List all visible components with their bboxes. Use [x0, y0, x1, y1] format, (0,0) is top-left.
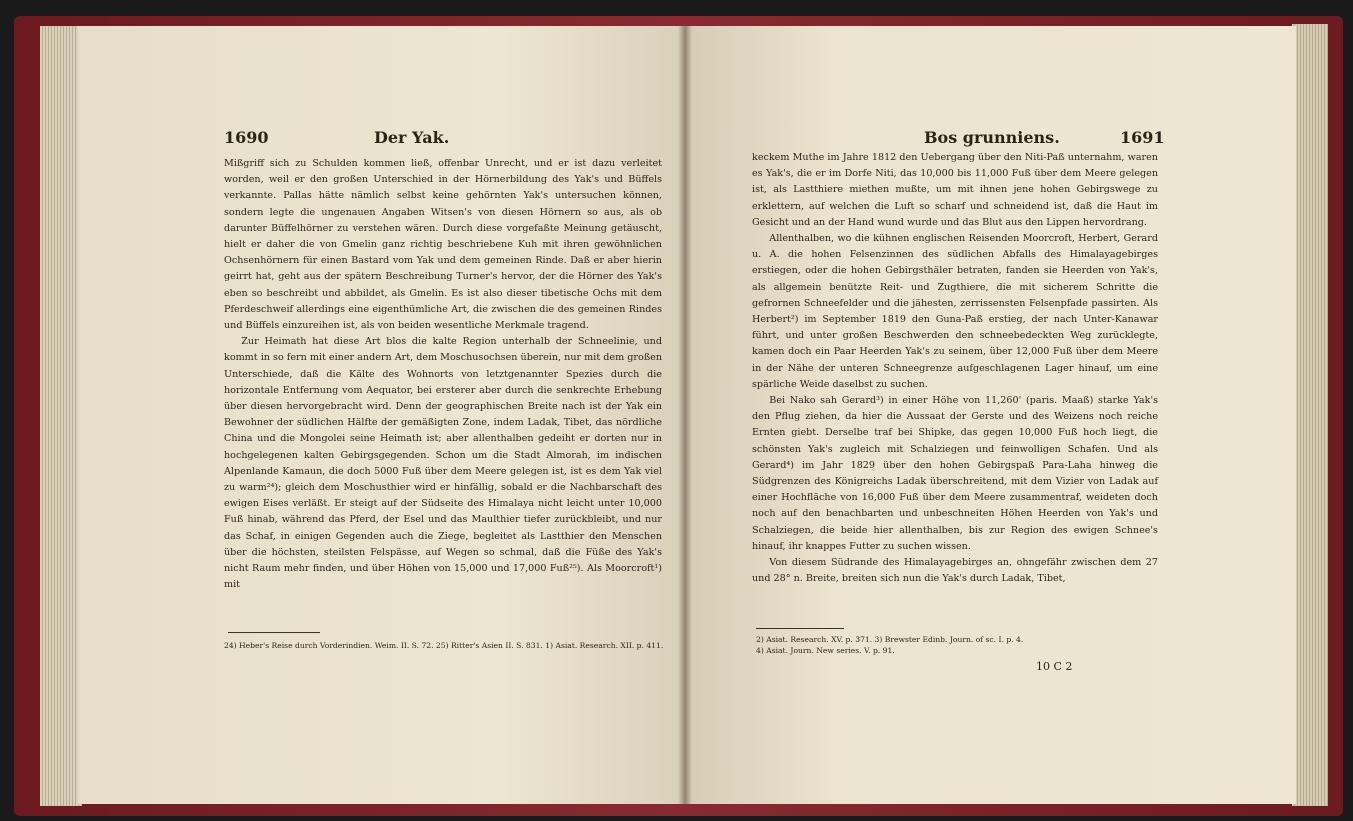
- left-footnote-1: 24) Heber's Reise durch Vorderindien. Weim. II. S. 72. 25) Ritter's Asien II. S. 831. 1) Asiat. Research. XII. p. 411.: [224, 641, 664, 650]
- right-paragraph-3: Bei Nako sah Gerard³) in einer Höhe von 11,260' (paris. Maaß) starke Yak's den Pflug ziehen, da hier die Aussaat der Gerste und des Weizens noch reiche Ernten giebt. Derselbe traf bei Shipke, das gegen 10,000 Fuß hoch liegt, die schönsten Yak's zugleich mit Schalziegen und feinwolligen Schafen. Und als Gerard⁴) im Jahr 1829 über den hohen Gebirgspaß Para-Laha hinweg die Südgrenzen des Königreichs Ladak überschreitend, mit dem Vizier von Ladak auf einer Hochfläche von 16,000 Fuß über dem Meere zusammentraf, weideten doch noch auf den benachbarten und unbeschneiten Höhen Heerden von Yak's und Schalziegen, die beide hier allenthalben, bis zur Region des ewigen Schnee's hinauf, ihr knappes Futter zu suchen wissen.: [752, 395, 1158, 552]
- left-footnote-rule: [228, 632, 320, 633]
- signature-mark: 10 C 2: [1036, 660, 1073, 673]
- left-footnotes: [224, 640, 664, 651]
- book-gutter: [678, 26, 692, 804]
- right-running-title: Bos grunniens.: [924, 128, 1060, 147]
- right-page-edges: [1292, 24, 1328, 806]
- left-page-number: 1690: [224, 128, 269, 147]
- right-paragraph-4: Von diesem Südrande des Himalayagebirges an, ohngefähr zwischen dem 27 und 28° n. Breite, breiten sich nun die Yak's durch Ladak, Tibet,: [752, 557, 1158, 585]
- right-body-text: [752, 150, 1158, 587]
- right-footnote-rule: [756, 628, 844, 629]
- left-paragraph-1: Mißgriff sich zu Schulden kommen ließ, offenbar Unrecht, und er ist dazu verleitet worden, weil er den großen Unterschied in der Hörnerbildung des Yak's und Büffels verkannte. Pallas hätte nämlich selbst keine gehörnten Yak's untersuchen können, sondern legte die ungenauen Angaben Witsen's von diesen Hörnern so aus, als ob darunter Büffelhörner zu verstehen wären. Durch diese vorgefaßte Meinung getäuscht, hielt er daher die von Gmelin ganz richtig beschriebene Kuh mit ihren gewöhnlichen Ochsenhörnern für einen Bastard vom Yak und dem gemeinen Rinde. Daß er aber hierin geirrt hat, geht aus der spätern Beschreibung Turner's hervor, der die Hörner des Yak's eben so beschreibt und abbildet, als Gmelin. Es ist also dieser tibetische Ochs mit dem Pferdeschweif allerdings eine eigenthümliche Art, die zwischen die des gemeinen Rindes und Büffels einzureihen ist, als von beiden wesentliche Merkmale tragend.: [224, 158, 662, 332]
- right-footnote-2: 4) Asiat. Journ. New series. V. p. 91.: [756, 646, 895, 655]
- left-running-title: Der Yak.: [374, 128, 450, 147]
- left-page-edges: [40, 26, 82, 806]
- left-paragraph-2: Zur Heimath hat diese Art blos die kalte Region unterhalb der Schneelinie, und kommt in so fern mit einer andern Art, dem Moschusochsen überein, nur mit dem großen Unterschiede, daß die Kälte des Wohnorts von letztgenannter Spezies durch die horizontale Entfernung vom Aequator, bei ersterer aber durch die senkrechte Erhebung über diesen hervorgebracht wird. Denn der geographischen Breite nach ist der Yak ein Bewohner der südlichen Hälfte der gemäßigten Zone, indem Ladak, Tibet, das nördliche China und die Mongolei seine Heimath ist; aber allenthalben gedeiht er dorten nur in hochgelegenen kalten Gebirgsgegenden. Schon um die Stadt Almorah, im indischen Alpenlande Kamaun, die doch 5000 Fuß über dem Meere gelegen ist, ist es dem Yak viel zu warm²⁴); gleich dem Moschusthier wird er hinfällig, sobald er die Nachbarschaft des ewigen Eises verläßt. Er steigt auf der Südseite des Himalaya nicht leicht unter 10,000 Fuß hinab, während das Pferd, der Esel und das Maulthier tiefer zurückbleibt, und nur das Schaf, in einigen Gegenden auch die Ziege, begleitet als Lastthier den Menschen über die höchsten, steilsten Felspässe, auf Wegen so schmal, daß die Füße des Yak's nicht Raum mehr finden, und über Höhen von 15,000 und 17,000 Fuß²⁵). Als Moorcroft¹) mit: [224, 336, 662, 591]
- right-footnote-1: 2) Asiat. Research. XV. p. 371. 3) Brewster Edinb. Journ. of sc. I. p. 4.: [756, 635, 1024, 644]
- right-paragraph-2: Allenthalben, wo die kühnen englischen Reisenden Moorcroft, Herbert, Gerard u. A. die hohen Felsenzinnen des südlichen Abfalls des Himalayagebirges erstiegen, oder die hohen Gebirgsthäler betraten, fanden sie Heerden von Yak's, als allgemein benützte Reit- und Zugthiere, die mit sicherem Schritte die gefrornen Schneefelder und die jähesten, zerrissensten Felsenpfade passirten. Als Herbert²) im September 1819 den Guna-Paß erstieg, der nach Unter-Kanawar führt, und unter großen Beschwerden den schneebedeckten Weg zurücklegte, kamen doch ein Paar Heerden Yak's zu seinem, über 12,000 Fuß über dem Meere in der Nähe der unteren Schneegrenze aufgeschlagenen Lager hinauf, um eine spärliche Weide daselbst zu suchen.: [752, 233, 1158, 390]
- left-body-text: [224, 156, 662, 593]
- right-footnotes: [756, 634, 1156, 656]
- right-paragraph-1: keckem Muthe im Jahre 1812 den Uebergang über den Niti-Paß unternahm, waren es Yak's, die er im Dorfe Niti, das 10,000 bis 11,000 Fuß über dem Meere gelegen ist, als Lastthiere miethen mußte, um mit ihnen jene hohen Gebirgswege zu erklettern, auf welchen die Luft so scharf und schneidend ist, daß die Haut im Gesicht und an der Hand wund wurde und das Blut aus den Lippen hervordrang.: [752, 152, 1158, 228]
- right-page-number: 1691: [1120, 128, 1165, 147]
